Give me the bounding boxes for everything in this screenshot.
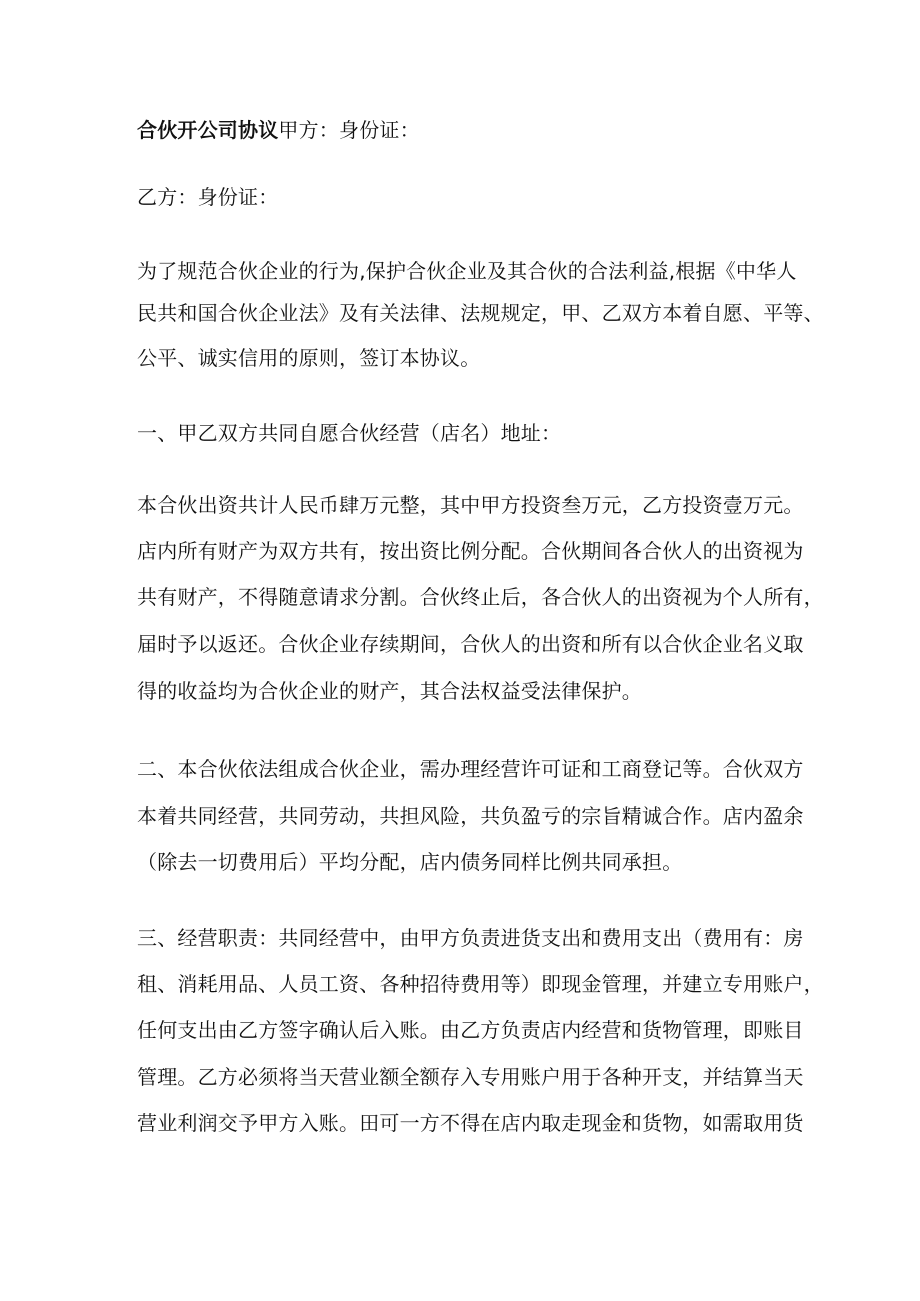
clause-1-heading: 一、甲乙双方共同自愿合伙经营（店名）地址： [137, 421, 562, 445]
party-b-line: 乙方：身份证： [137, 185, 279, 209]
clause-1-body-line-3: 共有财产，不得随意请求分割。合伙终止后，各合伙人的出资视为个人所有， [137, 585, 824, 609]
party-a-line: 甲方：身份证： [278, 118, 420, 142]
clause-1-body-line-1: 本合伙出资共计人民币肆万元整，其中甲方投资叁万元，乙方投资壹万元。 [137, 493, 804, 517]
paragraph-preamble-line-2: 民共和国合伙企业法》及有关法律、法规规定，甲、乙双方本着自愿、平等、 [137, 301, 824, 325]
document-title: 合伙开公司协议 [137, 118, 279, 142]
clause-3-line-5: 营业利润交予甲方入账。田可一方不得在店内取走现金和货物，如需取用货 [137, 1111, 804, 1135]
clause-1-body-line-4: 届时予以返还。合伙企业存续期间，合伙人的出资和所有以合伙企业名义取 [137, 632, 804, 656]
clause-2-line-1: 二、本合伙依法组成合伙企业，需办理经营许可证和工商登记等。合伙双方 [137, 757, 804, 781]
clause-2-line-3: （除去一切费用后）平均分配，店内债务同样比例共同承担。 [137, 850, 683, 874]
clause-2-line-2: 本着共同经营，共同劳动，共担风险，共负盈亏的宗旨精诚合作。店内盈余 [137, 804, 804, 828]
clause-1-body-line-2: 店内所有财产为双方共有，按出资比例分配。合伙期间各合伙人的出资视为 [137, 539, 804, 563]
title-line [137, 117, 420, 143]
paragraph-preamble-line-3: 公平、诚实信用的原则，签订本协议。 [137, 346, 481, 370]
clause-3-line-2: 租、消耗用品、人员工资、各种招待费用等）即现金管理，并建立专用账户， [137, 972, 824, 996]
clause-3-line-4: 管理。乙方必须将当天营业额全额存入专用账户用于各种开支，并结算当天 [137, 1065, 804, 1089]
clause-3-line-3: 任何支出由乙方签字确认后入账。由乙方负责店内经营和货物管理，即账目 [137, 1018, 804, 1042]
clause-1-body-line-5: 得的收益均为合伙企业的财产，其合法权益受法律保护。 [137, 679, 642, 703]
clause-3-line-1: 三、经营职责：共同经营中，由甲方负责进货支出和费用支出（费用有：房 [137, 926, 804, 950]
paragraph-preamble-line-1: 为了规范合伙企业的行为,保护合伙企业及其合伙的合法利益,根据《中华人 [137, 259, 797, 283]
